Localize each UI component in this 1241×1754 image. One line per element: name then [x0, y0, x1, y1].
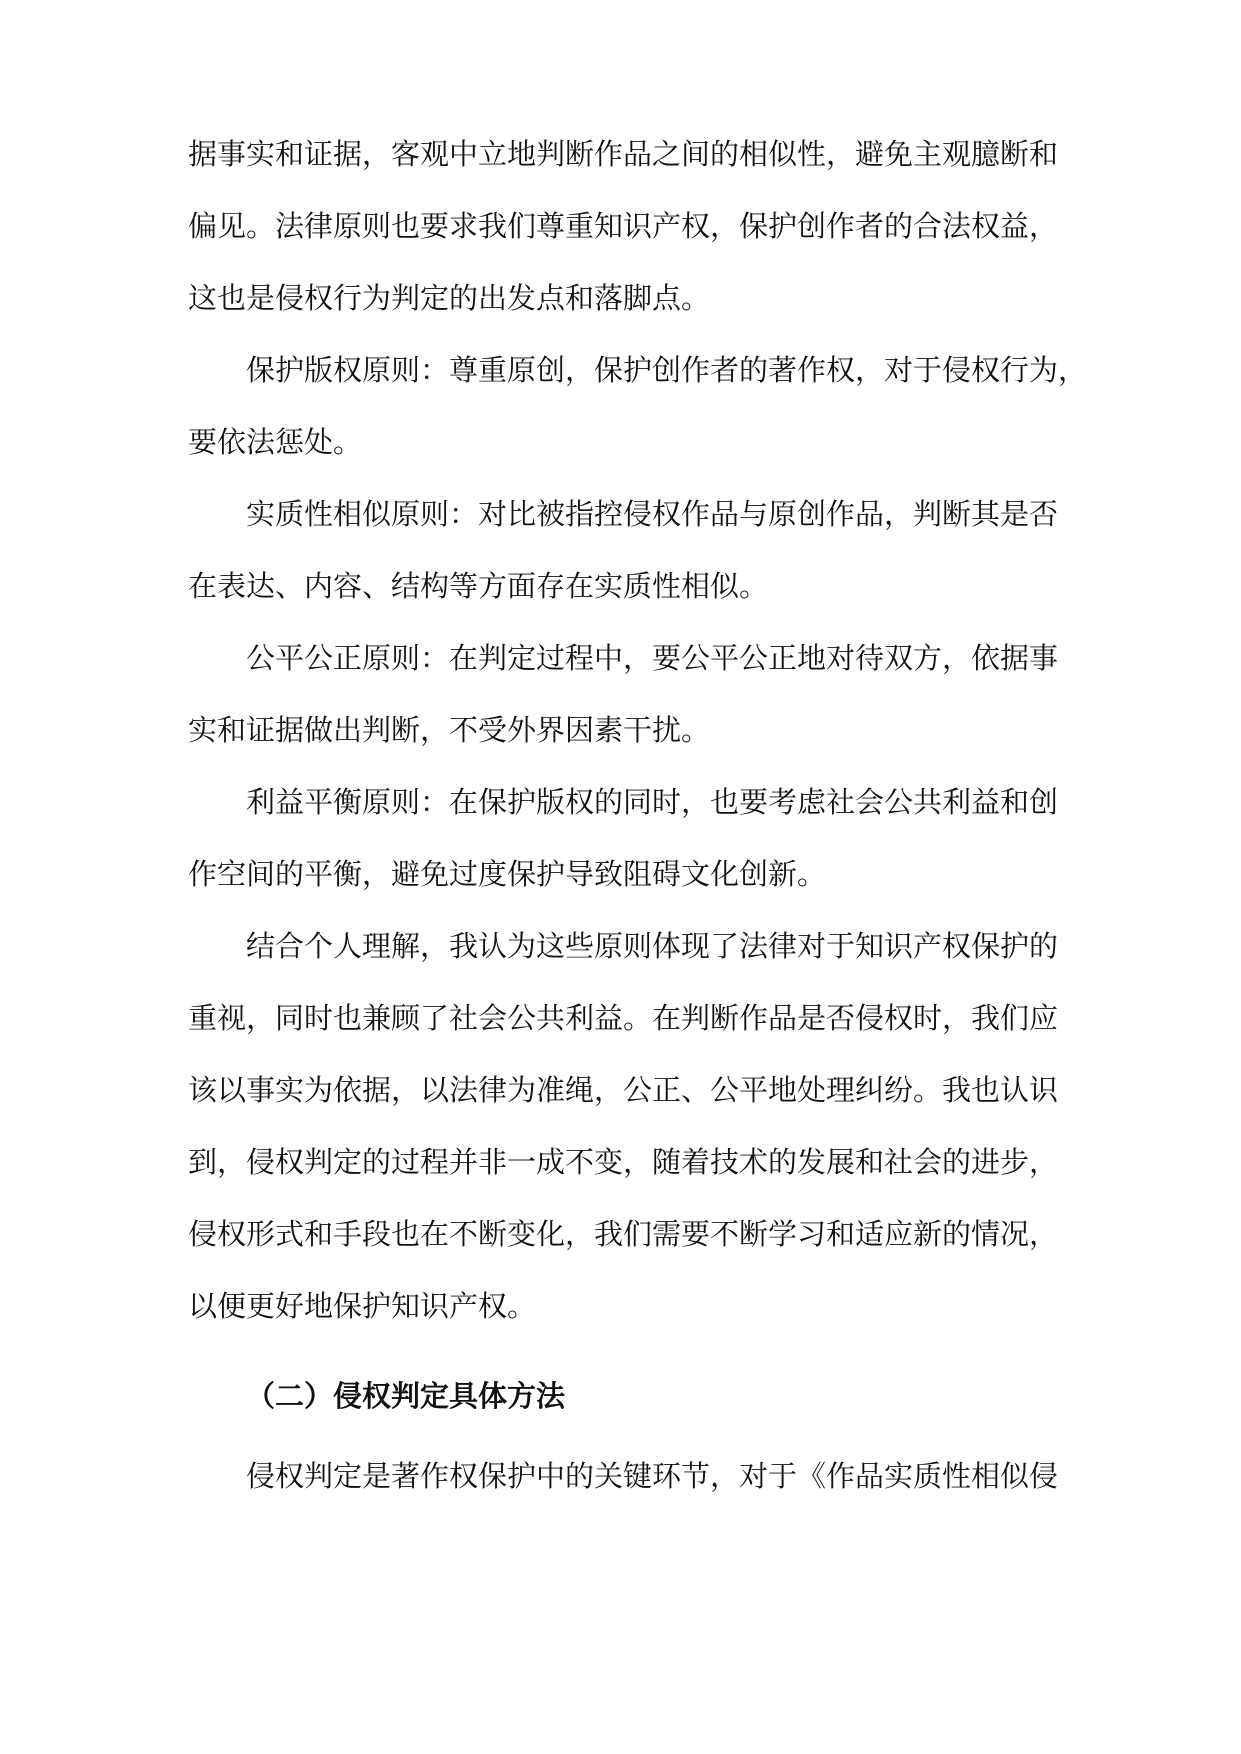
paragraph-line: 以便更好地保护知识产权。 — [188, 1289, 537, 1323]
paragraph-line: 利益平衡原则：在保护版权的同时，也要考虑社会公共利益和创 — [246, 785, 1059, 819]
paragraph-line: 在表达、内容、结构等方面存在实质性相似。 — [188, 569, 769, 603]
paragraph-line: 保护版权原则：尊重原创，保护创作者的著作权，对于侵权行为， — [246, 353, 1088, 387]
paragraph-line: 该以事实为依据，以法律为准绳，公正、公平地处理纠纷。我也认识 — [188, 1073, 1059, 1107]
paragraph-line: 作空间的平衡，避免过度保护导致阻碍文化创新。 — [188, 857, 827, 891]
paragraph-line: 公平公正原则：在判定过程中，要公平公正地对待双方，依据事 — [246, 641, 1059, 675]
paragraph-line: 实和证据做出判断，不受外界因素干扰。 — [188, 713, 711, 747]
paragraph-line: 结合个人理解，我认为这些原则体现了法律对于知识产权保护的 — [246, 929, 1059, 963]
section-heading: （二）侵权判定具体方法 — [246, 1379, 566, 1413]
paragraph-line: 侵权判定是著作权保护中的关键环节，对于《作品实质性相似侵 — [246, 1459, 1059, 1493]
paragraph-line: 实质性相似原则：对比被指控侵权作品与原创作品，判断其是否 — [246, 497, 1059, 531]
paragraph-line: 重视，同时也兼顾了社会公共利益。在判断作品是否侵权时，我们应 — [188, 1001, 1059, 1035]
paragraph-line: 偏见。法律原则也要求我们尊重知识产权，保护创作者的合法权益， — [188, 209, 1059, 243]
paragraph-line: 要依法惩处。 — [188, 425, 363, 459]
paragraph-line: 侵权形式和手段也在不断变化，我们需要不断学习和适应新的情况， — [188, 1217, 1059, 1251]
paragraph-line: 到，侵权判定的过程并非一成不变，随着技术的发展和社会的进步， — [188, 1145, 1059, 1179]
paragraph-line: 据事实和证据，客观中立地判断作品之间的相似性，避免主观臆断和 — [188, 137, 1059, 171]
paragraph-line: 这也是侵权行为判定的出发点和落脚点。 — [188, 281, 711, 315]
